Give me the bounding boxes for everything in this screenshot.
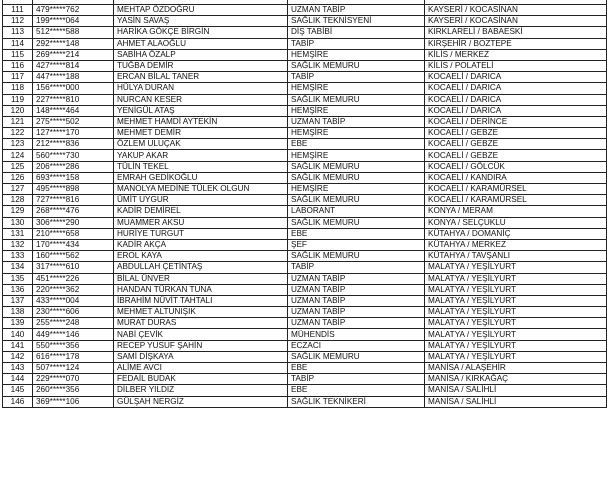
job-title: EBE [288, 228, 425, 239]
job-title: SAĞLIK MEMURU [288, 172, 425, 183]
job-title: SAĞLIK TEKNİKERİ [288, 396, 425, 407]
location: MALATYA / YEŞİLYURT [425, 329, 607, 340]
row-number: 130 [3, 217, 33, 228]
person-name: MUAMMER AKSU [114, 217, 288, 228]
masked-id-number: 127*****170 [33, 128, 114, 139]
location: MALATYA / YEŞİLYURT [425, 307, 607, 318]
job-title: UZMAN TABİP [288, 318, 425, 329]
person-name: SABİHA ÖZALP [114, 49, 288, 60]
location: MALATYA / YEŞİLYURT [425, 318, 607, 329]
masked-id-number: 447*****188 [33, 72, 114, 83]
masked-id-number: 170*****434 [33, 239, 114, 250]
location: KAYSERİ / KOCASİNAN [425, 16, 607, 27]
masked-id-number: 369*****106 [33, 396, 114, 407]
person-name: MURAT DURAS [114, 318, 288, 329]
location: MANİSA / SALİHLİ [425, 385, 607, 396]
masked-id-number: 260*****356 [33, 385, 114, 396]
location: MANİSA / ALAŞEHİR [425, 363, 607, 374]
row-number: 133 [3, 251, 33, 262]
job-title: SAĞLIK MEMURU [288, 351, 425, 362]
row-number: 119 [3, 94, 33, 105]
job-title: HEMŞİRE [288, 83, 425, 94]
masked-id-number: 206*****286 [33, 161, 114, 172]
job-title: HEMŞİRE [288, 184, 425, 195]
row-number: 140 [3, 329, 33, 340]
row-number: 137 [3, 295, 33, 306]
masked-id-number: 227*****810 [33, 94, 114, 105]
location: KIRKLARELİ / BABAESKİ [425, 27, 607, 38]
person-name: HÜLYA DURAN [114, 83, 288, 94]
job-title: HEMŞİRE [288, 49, 425, 60]
job-title: UZMAN TABİP [288, 307, 425, 318]
location: KÜTAHYA / MERKEZ [425, 239, 607, 250]
person-name: DİLBER YILDIZ [114, 385, 288, 396]
location: KOCAELİ / GEBZE [425, 139, 607, 150]
masked-id-number: 210*****658 [33, 228, 114, 239]
person-name: HURİYE TURGUT [114, 228, 288, 239]
person-name: MEHTAP ÖZDOĞRU [114, 5, 288, 16]
location: MANİSA / SALİHLİ [425, 396, 607, 407]
job-title: EBE [288, 385, 425, 396]
masked-id-number: 160*****562 [33, 251, 114, 262]
table-row [3, 295, 607, 306]
job-title: SAĞLIK TEKNİSYENİ [288, 16, 425, 27]
person-name: TUĞBA DEMİR [114, 60, 288, 71]
table-row [3, 128, 607, 139]
table-row [3, 49, 607, 60]
location: KONYA / SELÇUKLU [425, 217, 607, 228]
location: MALATYA / YEŞİLYURT [425, 340, 607, 351]
person-name: KADİR AKÇA [114, 239, 288, 250]
row-number: 112 [3, 16, 33, 27]
location: KİLİS / MERKEZ [425, 49, 607, 60]
job-title: TABİP [288, 262, 425, 273]
masked-id-number: 727*****816 [33, 195, 114, 206]
location: MALATYA / YEŞİLYURT [425, 273, 607, 284]
masked-id-number: 479*****762 [33, 5, 114, 16]
person-name: SAMİ DİŞKAYA [114, 351, 288, 362]
person-name: MEHMET HAMDİ AYTEKİN [114, 116, 288, 127]
person-name: ERCAN BİLAL TANER [114, 72, 288, 83]
location: KAYSERİ / KOCASİNAN [425, 5, 607, 16]
location: KOCAELİ / KANDIRA [425, 172, 607, 183]
masked-id-number: 616*****178 [33, 351, 114, 362]
job-title: UZMAN TABİP [288, 5, 425, 16]
location: KOCAELİ / DERİNCE [425, 116, 607, 127]
location: KOCAELİ / KARAMÜRSEL [425, 184, 607, 195]
row-number: 117 [3, 72, 33, 83]
location: KOCAELİ / GÖLCÜK [425, 161, 607, 172]
table-row [3, 172, 607, 183]
job-title: ECZACI [288, 340, 425, 351]
person-name: ALİME AVCI [114, 363, 288, 374]
person-name: ABDULLAH ÇETİNTAŞ [114, 262, 288, 273]
row-number: 124 [3, 150, 33, 161]
table-row [3, 184, 607, 195]
location: KOCAELİ / DARICA [425, 83, 607, 94]
row-number: 123 [3, 139, 33, 150]
row-number: 135 [3, 273, 33, 284]
table-row [3, 385, 607, 396]
row-number: 146 [3, 396, 33, 407]
table-row [3, 5, 607, 16]
location: MALATYA / YEŞİLYURT [425, 295, 607, 306]
location: MALATYA / YEŞİLYURT [425, 262, 607, 273]
table-row [3, 72, 607, 83]
row-number: 121 [3, 116, 33, 127]
person-name: FEDAİL BUDAK [114, 374, 288, 385]
job-title: SAĞLIK MEMURU [288, 217, 425, 228]
job-title: SAĞLIK MEMURU [288, 94, 425, 105]
row-number: 128 [3, 195, 33, 206]
location: KOCAELİ / DARICA [425, 94, 607, 105]
row-number: 116 [3, 60, 33, 71]
job-title: UZMAN TABİP [288, 284, 425, 295]
masked-id-number: 317*****610 [33, 262, 114, 273]
location: KIRŞEHİR / BOZTEPE [425, 38, 607, 49]
job-title: UZMAN TABİP [288, 295, 425, 306]
table-row [3, 284, 607, 295]
location: KOCAELİ / GEBZE [425, 128, 607, 139]
masked-id-number: 693*****158 [33, 172, 114, 183]
location: KOCAELİ / KARAMÜRSEL [425, 195, 607, 206]
row-number: 118 [3, 83, 33, 94]
masked-id-number: 306*****290 [33, 217, 114, 228]
table-row [3, 273, 607, 284]
job-title: MÜHENDİS [288, 329, 425, 340]
table-row [3, 206, 607, 217]
masked-id-number: 230*****606 [33, 307, 114, 318]
person-name: YASİN SAVAŞ [114, 16, 288, 27]
location: KOCAELİ / DARICA [425, 105, 607, 116]
table-row [3, 363, 607, 374]
row-number: 144 [3, 374, 33, 385]
person-name: MEHMET DEMİR [114, 128, 288, 139]
row-number: 136 [3, 284, 33, 295]
masked-id-number: 199*****064 [33, 16, 114, 27]
location: KİLİS / POLATELİ [425, 60, 607, 71]
table-row [3, 94, 607, 105]
person-name: ÖZLEM ULUÇAK [114, 139, 288, 150]
person-name: HANDAN TÜRKAN TUNA [114, 284, 288, 295]
masked-id-number: 507*****124 [33, 363, 114, 374]
row-number: 132 [3, 239, 33, 250]
table-row [3, 161, 607, 172]
table-row [3, 150, 607, 161]
table-row [3, 374, 607, 385]
row-number: 125 [3, 161, 33, 172]
table-row [3, 251, 607, 262]
job-title: TABİP [288, 72, 425, 83]
table-row [3, 307, 607, 318]
masked-id-number: 451*****226 [33, 273, 114, 284]
person-name: EMRAH GEDİKOĞLU [114, 172, 288, 183]
job-title: TABİP [288, 38, 425, 49]
row-number: 114 [3, 38, 33, 49]
location: KÜTAHYA / DOMANİÇ [425, 228, 607, 239]
job-title: HEMŞİRE [288, 105, 425, 116]
row-number: 145 [3, 385, 33, 396]
person-name: YENİGÜL ATAŞ [114, 105, 288, 116]
person-name: AHMET ALAOĞLU [114, 38, 288, 49]
table-row [3, 83, 607, 94]
table-row [3, 116, 607, 127]
masked-id-number: 269*****214 [33, 49, 114, 60]
personnel-table [2, 0, 607, 408]
person-name: YAKUP AKAR [114, 150, 288, 161]
job-title: EBE [288, 139, 425, 150]
masked-id-number: 427*****814 [33, 60, 114, 71]
job-title: HEMŞİRE [288, 150, 425, 161]
table-row [3, 396, 607, 407]
masked-id-number: 560*****730 [33, 150, 114, 161]
table-row [3, 239, 607, 250]
masked-id-number: 433*****004 [33, 295, 114, 306]
row-number: 120 [3, 105, 33, 116]
row-number: 141 [3, 340, 33, 351]
table-row [3, 340, 607, 351]
location: KOCAELİ / DARICA [425, 72, 607, 83]
job-title: SAĞLIK MEMURU [288, 251, 425, 262]
location: KOCAELİ / GEBZE [425, 150, 607, 161]
masked-id-number: 495*****898 [33, 184, 114, 195]
person-name: ÜMİT UYGUR [114, 195, 288, 206]
table-row [3, 16, 607, 27]
person-name: İBRAHİM NÜVİT TAHTALI [114, 295, 288, 306]
masked-id-number: 212*****836 [33, 139, 114, 150]
row-number: 111 [3, 5, 33, 16]
job-title: TABİP [288, 374, 425, 385]
masked-id-number: 220*****362 [33, 284, 114, 295]
masked-id-number: 449*****146 [33, 329, 114, 340]
job-title: UZMAN TABİP [288, 116, 425, 127]
person-name: RECEP YUSUF ŞAHİN [114, 340, 288, 351]
table-row [3, 318, 607, 329]
person-name: BİLAL ÜNVER [114, 273, 288, 284]
person-name: MEHMET ALTUNIŞIK [114, 307, 288, 318]
row-number: 138 [3, 307, 33, 318]
table-row [3, 38, 607, 49]
masked-id-number: 268*****476 [33, 206, 114, 217]
table-row [3, 351, 607, 362]
table-body [3, 0, 607, 407]
row-number: 115 [3, 49, 33, 60]
row-number: 143 [3, 363, 33, 374]
person-name: HARİKA GÖKÇE BİRGİN [114, 27, 288, 38]
person-name: EROL KAYA [114, 251, 288, 262]
person-name: NURCAN KESER [114, 94, 288, 105]
masked-id-number: 292*****148 [33, 38, 114, 49]
person-name: TÜLİN TEKEL [114, 161, 288, 172]
location: KÜTAHYA / TAVŞANLI [425, 251, 607, 262]
job-title: UZMAN TABİP [288, 273, 425, 284]
table-row [3, 329, 607, 340]
table-row [3, 262, 607, 273]
person-name: KADİR DEMİREL [114, 206, 288, 217]
person-name: MANOLYA MEDİNE TÜLEK OLGUN [114, 184, 288, 195]
masked-id-number: 275*****502 [33, 116, 114, 127]
person-name: GÜLŞAH NERGİZ [114, 396, 288, 407]
job-title: ŞEF [288, 239, 425, 250]
table-row [3, 228, 607, 239]
masked-id-number: 229*****070 [33, 374, 114, 385]
row-number: 142 [3, 351, 33, 362]
job-title: SAĞLIK MEMURU [288, 60, 425, 71]
masked-id-number: 148*****464 [33, 105, 114, 116]
location: MANİSA / KIRKAĞAÇ [425, 374, 607, 385]
table-row [3, 27, 607, 38]
person-name: NABİ ÇEVİK [114, 329, 288, 340]
table-row [3, 105, 607, 116]
job-title: DİŞ TABİBİ [288, 27, 425, 38]
row-number: 131 [3, 228, 33, 239]
row-number: 122 [3, 128, 33, 139]
row-number: 134 [3, 262, 33, 273]
job-title: EBE [288, 363, 425, 374]
location: KONYA / MERAM [425, 206, 607, 217]
location: MALATYA / YEŞİLYURT [425, 351, 607, 362]
row-number: 127 [3, 184, 33, 195]
job-title: LABORANT [288, 206, 425, 217]
table-row [3, 217, 607, 228]
table-row [3, 195, 607, 206]
masked-id-number: 156*****000 [33, 83, 114, 94]
location: MALATYA / YEŞİLYURT [425, 284, 607, 295]
row-number: 139 [3, 318, 33, 329]
table-row [3, 60, 607, 71]
masked-id-number: 512*****588 [33, 27, 114, 38]
job-title: HEMŞİRE [288, 128, 425, 139]
row-number: 113 [3, 27, 33, 38]
masked-id-number: 550*****356 [33, 340, 114, 351]
job-title: SAĞLIK MEMURU [288, 161, 425, 172]
table-row [3, 139, 607, 150]
row-number: 126 [3, 172, 33, 183]
row-number: 129 [3, 206, 33, 217]
masked-id-number: 255*****248 [33, 318, 114, 329]
job-title: SAĞLIK MEMURU [288, 195, 425, 206]
